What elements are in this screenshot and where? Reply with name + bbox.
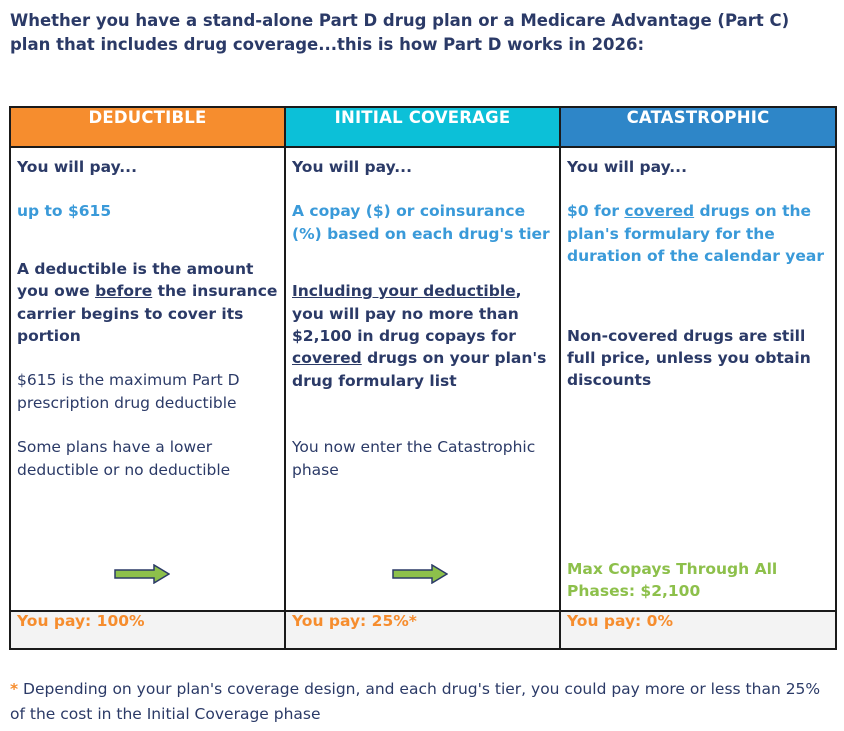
intro-heading — [10, 9, 830, 57]
catastrophic-footer: You pay: 0% — [560, 611, 836, 649]
catastrophic-header: CATASTROPHIC — [560, 107, 836, 147]
initial-you-will-pay: You will pay... — [292, 158, 412, 176]
deductible-you-will-pay: You will pay... — [17, 158, 137, 176]
deductible-lower-plans: Some plans have a lower deductible or no deductible — [17, 438, 231, 479]
catastrophic-cell — [560, 147, 836, 611]
part-d-phases-table — [9, 106, 837, 650]
initial-amount: A copay ($) or coinsurance (%) based on each drug's tier — [292, 202, 550, 243]
footnote-text: Depending on your plan's coverage design, and each drug's tier, you could pay more or less than 25% of the cost in the Initial Coverage phase — [10, 680, 821, 723]
initial-next-phase: You now enter the Catastrophic phase — [292, 438, 536, 479]
initial-coverage-cell — [285, 147, 560, 611]
initial-cap-statement: Including your deductible, you will pay no more than $2,100 in drug copays for covered drugs on your plan's drug formulary list — [292, 282, 547, 390]
before-underlined: before — [95, 282, 153, 301]
deductible-maximum: $615 is the maximum Part D prescription drug deductible — [17, 371, 240, 412]
deductible-header: DEDUCTIBLE — [10, 107, 285, 147]
right-arrow-icon — [392, 564, 448, 584]
initial-footer: You pay: 25%* — [285, 611, 560, 649]
catastrophic-noncovered: Non-covered drugs are still full price, unless you obtain discounts — [567, 326, 811, 390]
including-deductible-underlined: Including your deductible — [292, 282, 516, 301]
deductible-cell — [10, 147, 285, 611]
max-copays-note: Max Copays Through All Phases: $2,100 — [567, 560, 778, 600]
deductible-definition: A deductible is the amount you owe before the insurance carrier begins to cover its portion — [17, 259, 278, 346]
deductible-amount: up to $615 — [17, 202, 112, 221]
catastrophic-you-will-pay: You will pay... — [567, 158, 687, 176]
deductible-footer: You pay: 100% — [10, 611, 285, 649]
intro-line-1: Whether you have a stand-alone Part D drug plan or a Medicare Advantage (Part C) — [10, 11, 790, 30]
footnote — [10, 677, 830, 727]
footnote-star: * — [10, 680, 19, 698]
right-arrow-icon — [114, 564, 170, 584]
covered-underlined: covered — [292, 349, 362, 368]
covered-underlined: covered — [624, 202, 695, 221]
initial-coverage-header: INITIAL COVERAGE — [285, 107, 560, 147]
catastrophic-amount: $0 for covered drugs on the plan's formulary for the duration of the calendar year — [567, 202, 824, 266]
intro-line-2: plan that includes drug coverage...this is how Part D works in 2026: — [10, 35, 645, 54]
